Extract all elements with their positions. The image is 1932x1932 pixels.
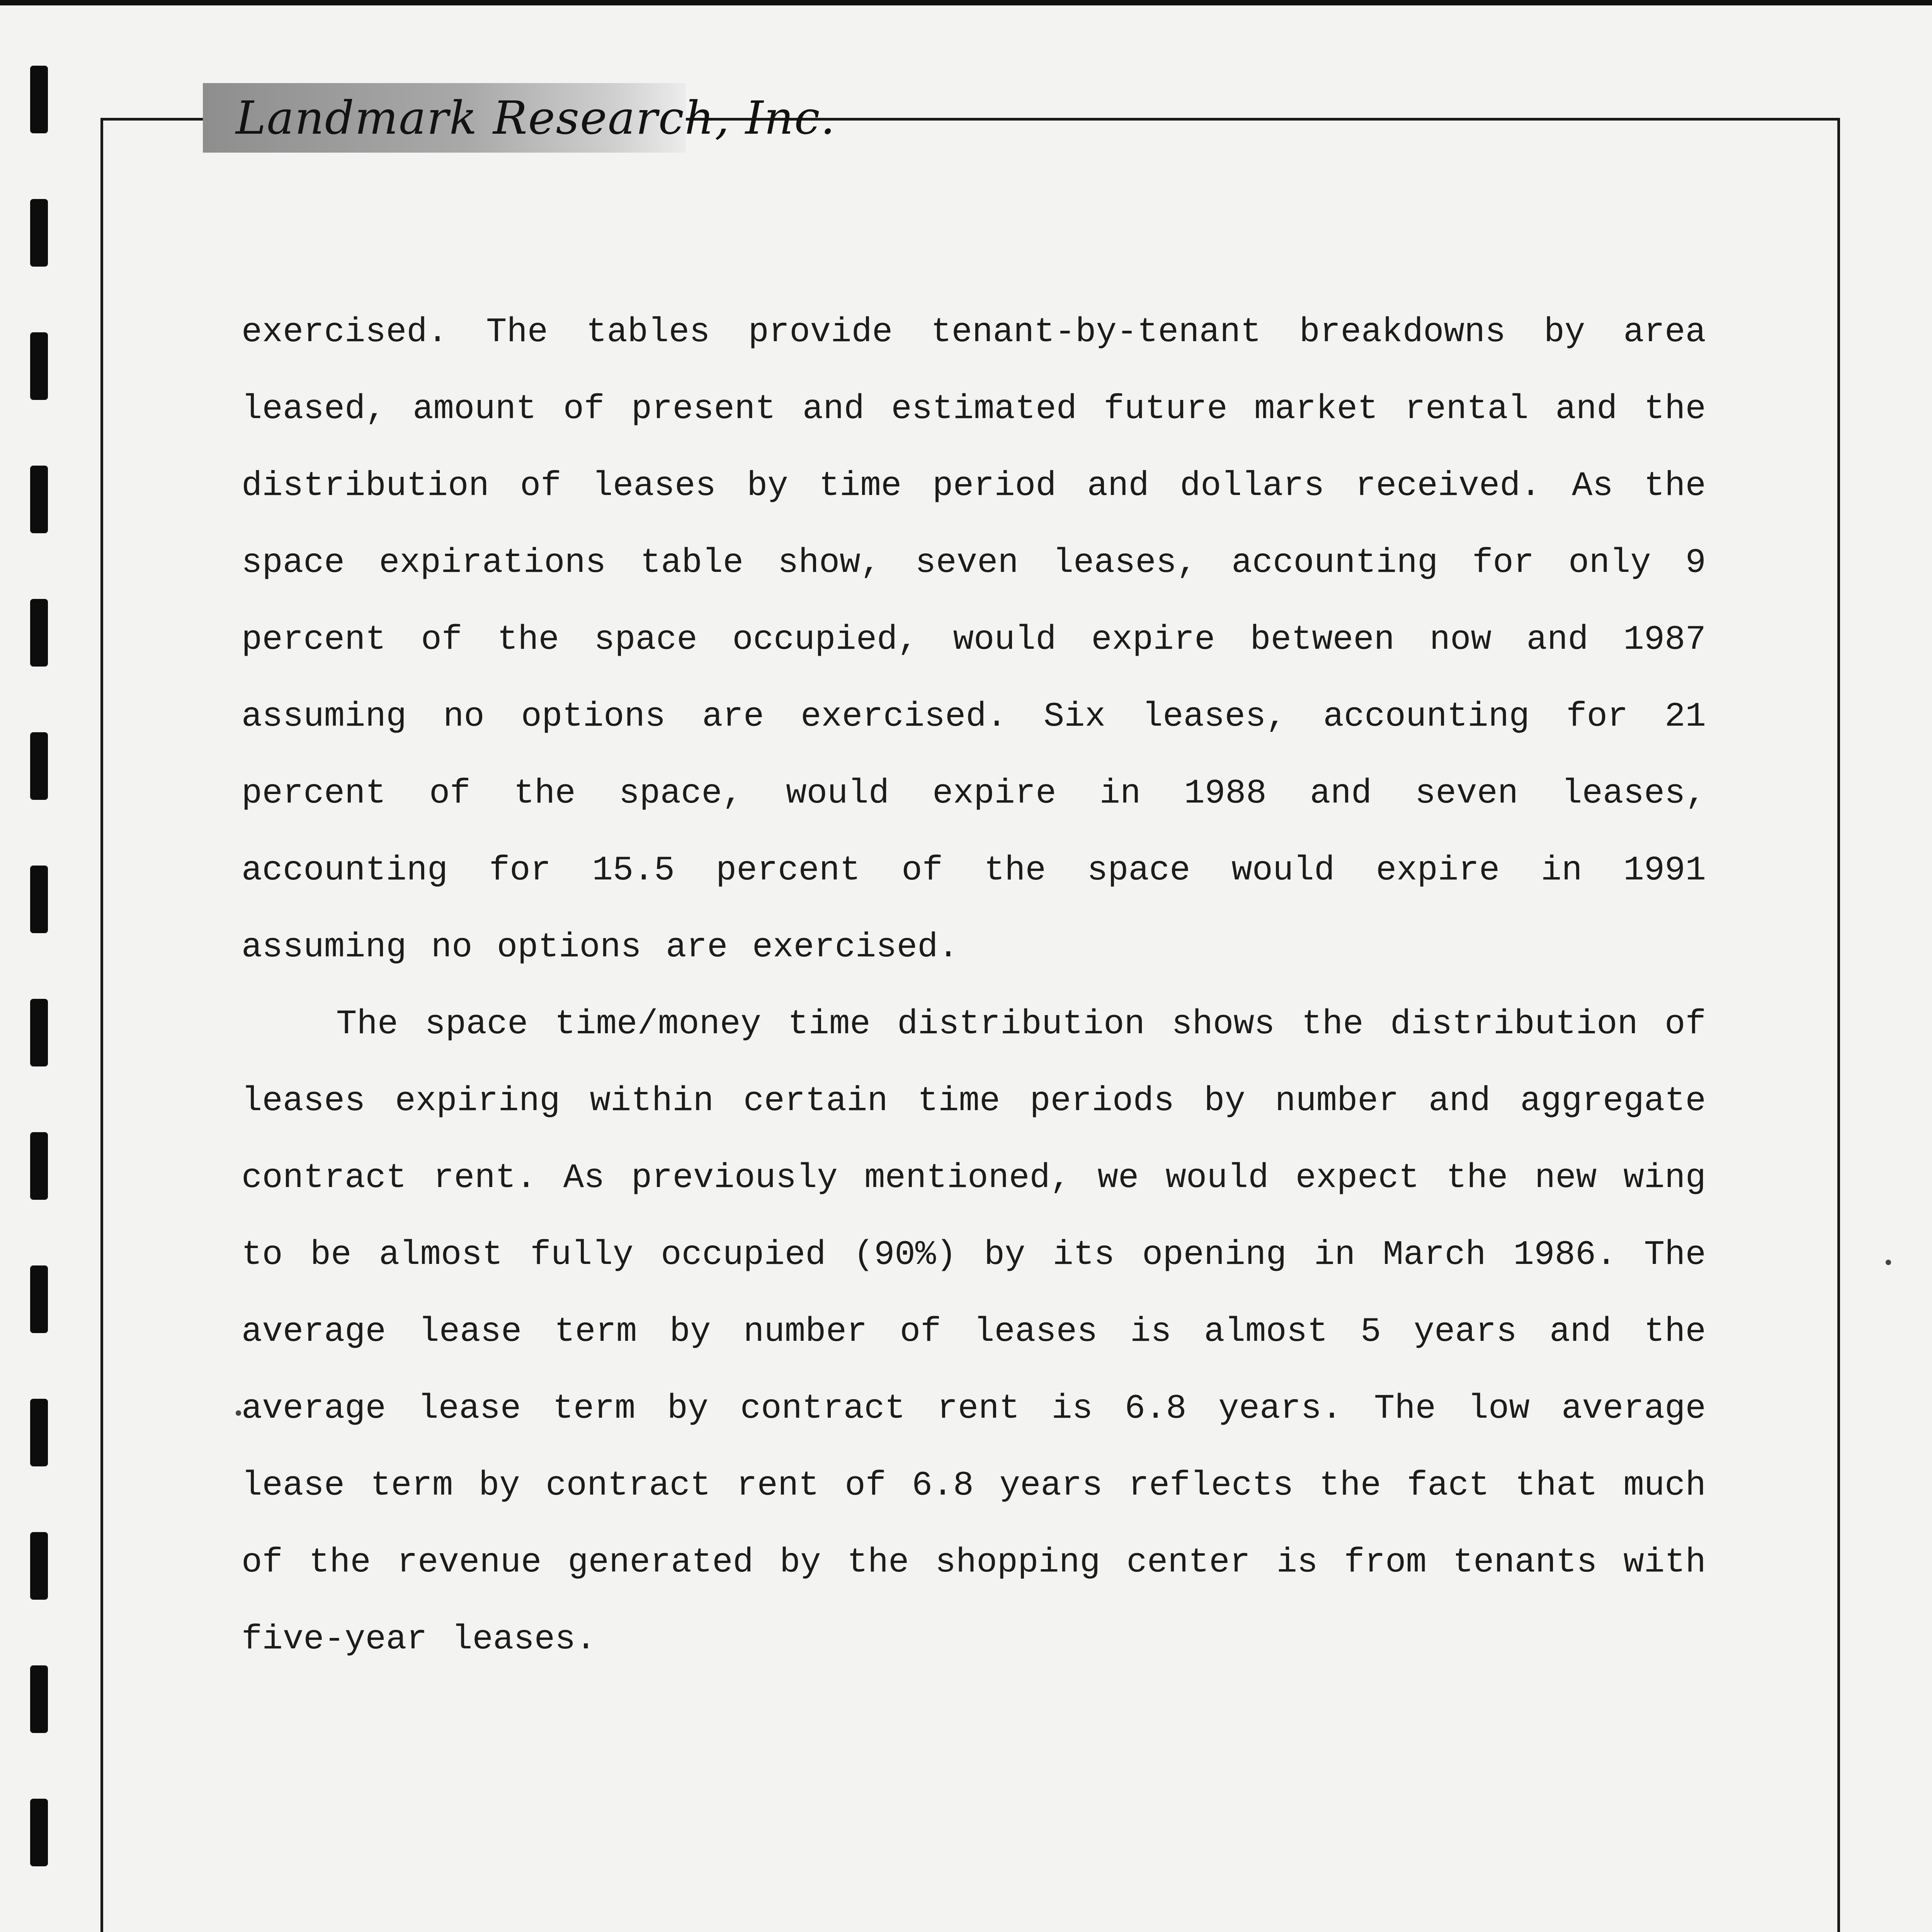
binding-hole (30, 332, 48, 400)
binding-hole (30, 1665, 48, 1733)
binding-hole (30, 199, 48, 267)
binding-hole (30, 66, 48, 133)
scan-speck (1886, 1260, 1891, 1265)
binding-hole (30, 1132, 48, 1200)
binding-hole (30, 466, 48, 533)
binding-hole (30, 732, 48, 800)
scan-speck (236, 1410, 241, 1416)
binding-hole (30, 866, 48, 933)
paragraph: The space time/money time distribution shows the distribution of leases expiring within certain time periods by number and aggregate contract rent. As previously mentioned, we would expect the new wing to be almost fully occupied (90%) by its opening in March 1986. The average lease term by number of leases is almost 5 years and the average lease term by contract rent is 6.8 years. The low average lease term by contract rent of 6.8 years reflects the fact that much of the revenue generated by the shopping center is from tenants with five-year leases. (242, 1005, 1706, 1659)
binding-hole (30, 999, 48, 1066)
paragraph: exercised. The tables provide tenant-by-tenant breakdowns by area leased, amount of present and estimated future market rental and the distribution of leases by time period and dollars received. As the space expirations table show, seven leases, accounting for only 9 percent of the space occupied, would expire between now and 1987 assuming no options are exercised. Six leases, accounting for 21 percent of the space, would expire in 1988 and seven leases, accounting for 15.5 percent of the space would expire in 1991 assuming no options are exercised. (242, 313, 1706, 967)
binding-hole (30, 1265, 48, 1333)
binding-hole (30, 1532, 48, 1600)
binding-hole (30, 599, 48, 667)
company-letterhead (203, 83, 836, 153)
binding-hole (30, 1399, 48, 1466)
binding-holes (30, 66, 61, 1932)
scan-top-edge (0, 0, 1932, 5)
binding-hole (30, 1799, 48, 1866)
company-name: Landmark Research, Inc. (236, 91, 836, 145)
document-body (242, 294, 1706, 1678)
